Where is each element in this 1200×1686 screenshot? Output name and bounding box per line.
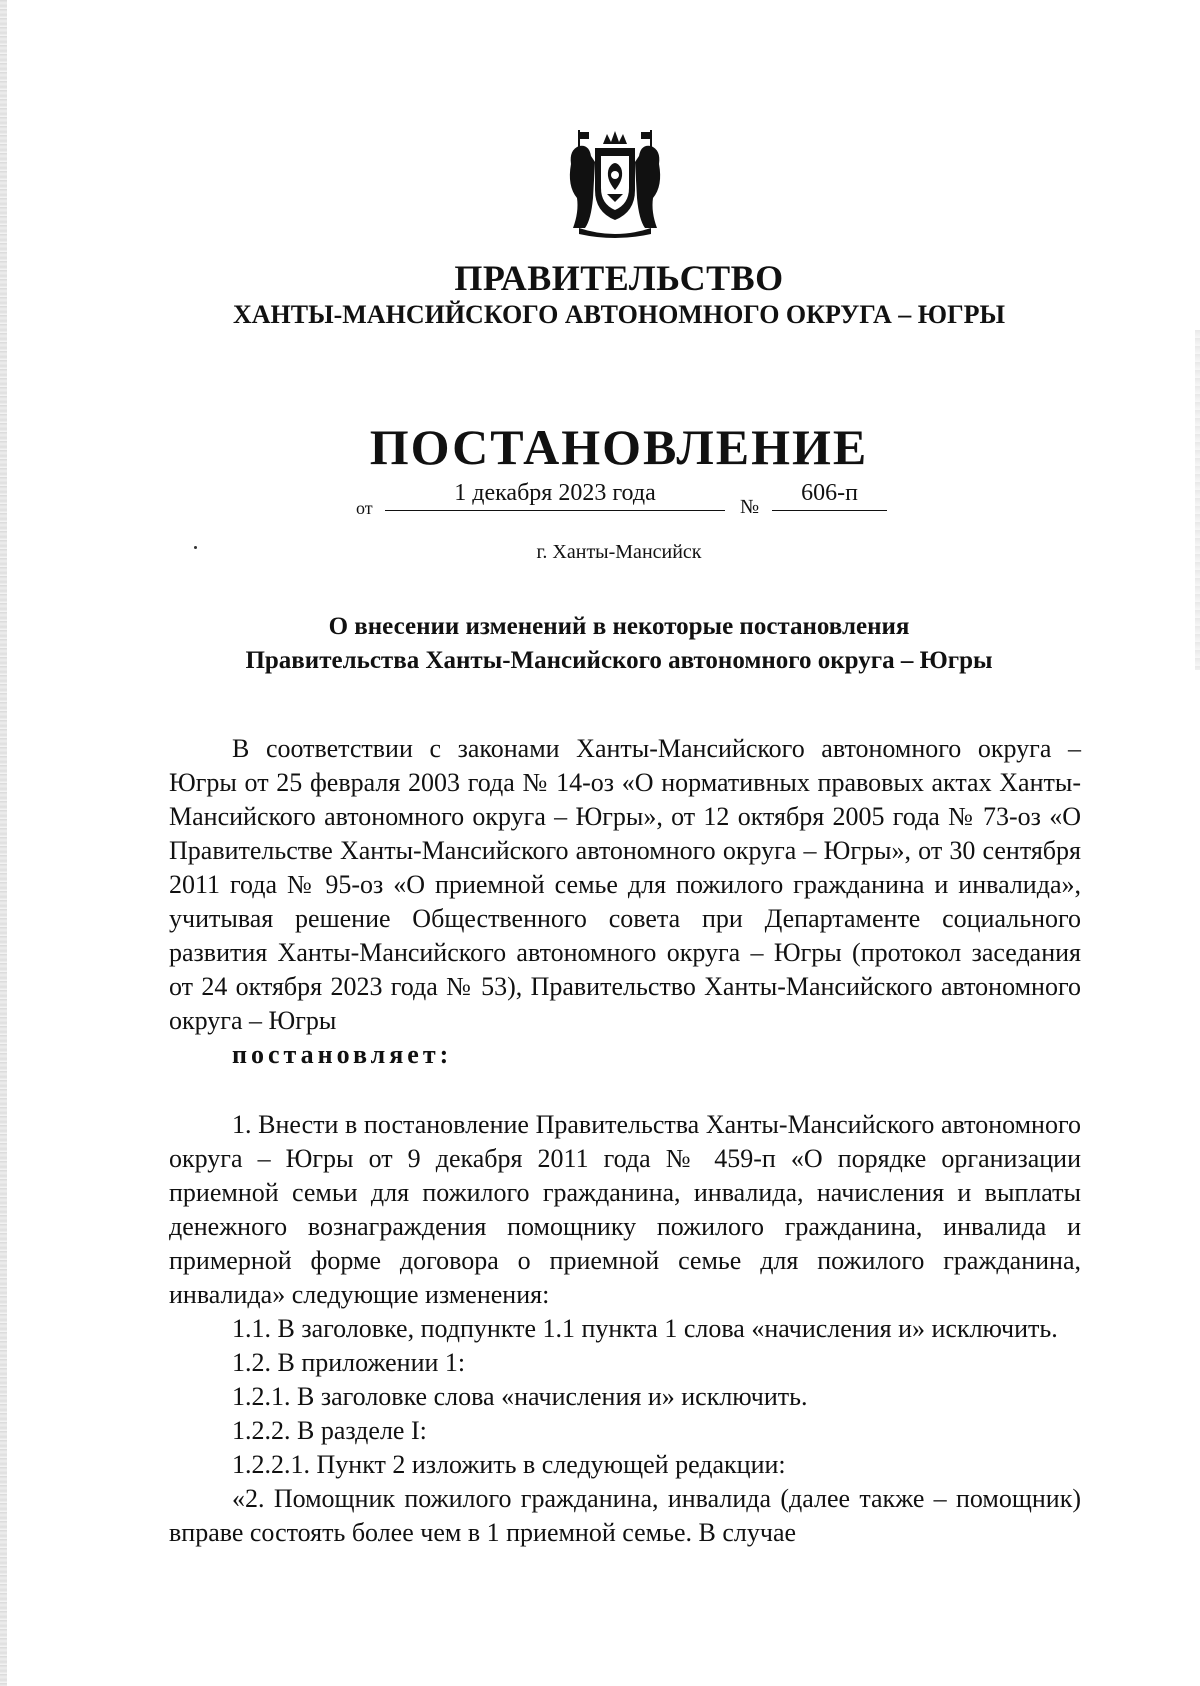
date-number-line: [0, 478, 1200, 528]
preamble-text: В соответствии с законами Ханты-Мансийского автономного округа – Югры от 25 февраля 2003 года № 14-оз «О нормативных правовых актах Ханты-Мансийского автономного округа – Югры», от 12 октября 2005 года № 73-оз «О Правительстве Ханты-Мансийского автономного округа – Югры», от 30 сентября 2011 года № 95-оз «О приемной семье для пожилого гражданина и инвалида», учитывая решение Общественного совета при Департаменте социального развития Ханты-Мансийского автономного округа – Югры (протокол заседания от 24 октября 2023 года № 53), Правительство Ханты-Мансийского автономного округа – Югры: [169, 734, 1081, 1035]
paragraph-item-1: 1. Внести в постановление Правительства Ханты-Мансийского автономного округа – Югры от 9 декабря 2011 года № 459-п «О порядке организации приемной семьи для пожилого гражданина, инвалида, начисления и выплаты денежного вознаграждения помощнику пожилого гражданина, инвалида и примерной форме договора о приемной семье для пожилого гражданина, инвалида» следующие изменения:: [169, 1110, 1081, 1309]
document-date: 1 декабря 2023 года: [385, 480, 725, 511]
document-city: г. Ханты-Мансийск: [536, 541, 702, 563]
decides-word: постановляет:: [232, 1040, 453, 1069]
government-title: ПРАВИТЕЛЬСТВО: [454, 258, 784, 298]
paragraph-item-1-1: 1.1. В заголовке, подпункте 1.1 пункта 1 слова «начисления и» исключить.: [232, 1314, 1058, 1343]
number-prefix: №: [740, 496, 760, 518]
decides-line: [169, 1038, 1081, 1072]
region-title: ХАНТЫ-МАНСИЙСКОГО АВТОНОМНОГО ОКРУГА – ЮГРЫ: [232, 300, 1006, 329]
paragraph-item-1-2-1: 1.2.1. В заголовке слова «начисления и» исключить.: [232, 1382, 808, 1411]
preamble-paragraph: [169, 732, 1081, 1038]
subject-line-1: О внесении изменений в некоторые постановления: [328, 613, 910, 640]
coat-of-arms-icon: [565, 128, 665, 238]
paragraph-item-1-2-2: 1.2.2. В разделе I:: [232, 1416, 427, 1445]
paragraph-item-1-2: 1.2. В приложении 1:: [232, 1348, 466, 1377]
date-prefix: от: [356, 498, 373, 518]
paragraph-item-1-2-2-1: 1.2.2.1. Пункт 2 изложить в следующей редакции:: [232, 1450, 786, 1479]
document-type: ПОСТАНОВЛЕНИЕ: [369, 419, 869, 475]
document-subject: [0, 610, 1200, 678]
scan-edge-left: [0, 0, 7, 1686]
paragraph-quote-start: «2. Помощник пожилого гражданина, инвалида (далее также – помощник) вправе состоять более чем в 1 приемной семье. В случае: [169, 1484, 1081, 1547]
document-number: 606-п: [772, 480, 887, 511]
document-body: [169, 732, 1081, 1550]
subject-line-2: Правительства Ханты-Мансийского автономного округа – Югры: [245, 647, 993, 674]
